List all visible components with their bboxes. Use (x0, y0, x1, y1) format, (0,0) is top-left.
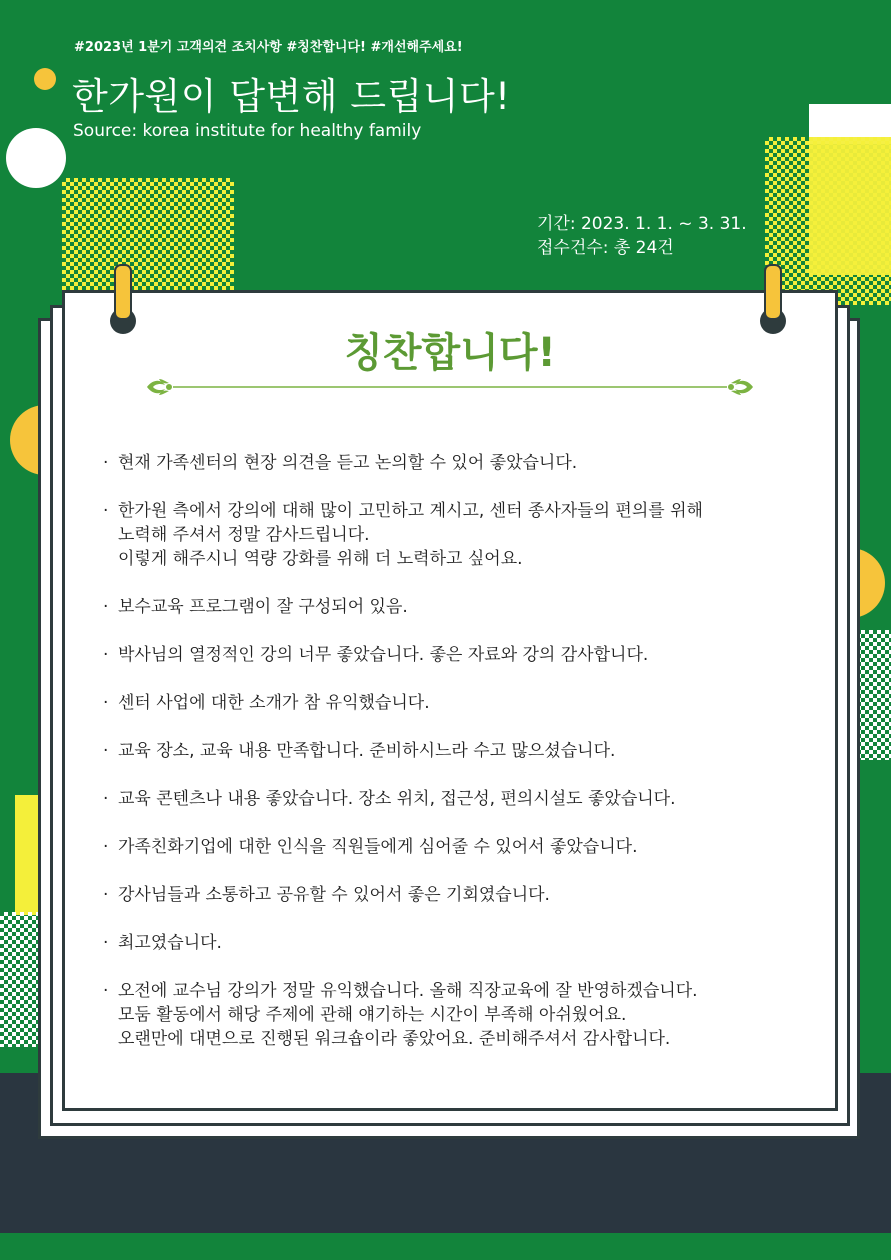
comment-line: 가족친화기업에 대한 인식을 직원들에게 심어줄 수 있어서 좋았습니다. (118, 837, 638, 857)
comment-item (103, 451, 803, 475)
bullet: · (103, 789, 109, 809)
comment-line: 이렇게 해주시니 역량 강화를 위해 더 노력하고 싶어요. (118, 549, 523, 569)
comment-line: 모둠 활동에서 해당 주제에 관해 얘기하는 시간이 부족해 아쉬웠어요. (118, 1005, 627, 1025)
comment-line: 한가원 측에서 강의에 대해 많이 고민하고 계시고, 센터 종사자들의 편의를 위해 (118, 501, 703, 521)
white-circle (6, 128, 66, 188)
comment-item (103, 931, 803, 955)
comment-line: 노력해 주셔서 정말 감사드립니다. (118, 525, 370, 545)
comment-item (103, 643, 803, 667)
comment-item (103, 499, 803, 571)
bullet: · (103, 501, 109, 521)
ornament-divider (145, 375, 755, 399)
checker-pattern-left (62, 178, 234, 290)
period-info (537, 212, 747, 260)
comment-line: 교육 장소, 교육 내용 만족합니다. 준비하시느라 수고 많으셨습니다. (118, 741, 616, 761)
bullet: · (103, 453, 109, 473)
bullet: · (103, 693, 109, 713)
comment-line: 박사님의 열정적인 강의 너무 좋았습니다. 좋은 자료와 강의 감사합니다. (118, 645, 649, 665)
comment-line: 센터 사업에 대한 소개가 참 유익했습니다. (118, 693, 430, 713)
bullet: · (103, 597, 109, 617)
comment-item (103, 883, 803, 907)
comment-line: 오전에 교수님 강의가 정말 유익했습니다. 올해 직장교육에 잘 반영하겠습니다. (118, 981, 698, 1001)
source-text: Source: korea institute for healthy family (73, 121, 422, 141)
binder-ring-left (114, 264, 132, 320)
binder-ring-right (764, 264, 782, 320)
bullet: · (103, 837, 109, 857)
comment-item (103, 739, 803, 763)
comment-item (103, 979, 803, 1051)
comment-item (103, 691, 803, 715)
comment-line: 오랜만에 대면으로 진행된 워크숍이라 좋았어요. 준비해주셔서 감사합니다. (118, 1029, 671, 1049)
bullet: · (103, 933, 109, 953)
comment-line: 강사님들과 소통하고 공유할 수 있어서 좋은 기회였습니다. (118, 885, 550, 905)
comment-item (103, 835, 803, 859)
hashtags: #2023년 1분기 고객의견 조치사항 #칭찬합니다! #개선해주세요! (74, 40, 463, 55)
feedback-card (62, 290, 838, 1111)
yellow-dot (34, 68, 56, 90)
comment-line: 교육 콘텐츠나 내용 좋았습니다. 장소 위치, 접근성, 편의시설도 좋았습니다. (118, 789, 676, 809)
bullet: · (103, 885, 109, 905)
yellow-block-right (809, 137, 891, 275)
page-title: 한가원이 답변해 드립니다! (72, 75, 511, 118)
comment-line: 최고였습니다. (118, 933, 222, 953)
card-title: 칭찬합니다! (344, 330, 556, 376)
bullet: · (103, 741, 109, 761)
comment-item (103, 787, 803, 811)
count-text: 접수건수: 총 24건 (537, 238, 674, 258)
checker-pattern-right-lower (857, 630, 891, 760)
comment-item (103, 595, 803, 619)
bullet: · (103, 645, 109, 665)
bullet: · (103, 981, 109, 1001)
period-text: 기간: 2023. 1. 1. ~ 3. 31. (537, 214, 747, 234)
comment-line: 현재 가족센터의 현장 의견을 듣고 논의할 수 있어 좋았습니다. (118, 453, 578, 473)
comment-line: 보수교육 프로그램이 잘 구성되어 있음. (118, 597, 408, 617)
comments-list (103, 451, 803, 1075)
